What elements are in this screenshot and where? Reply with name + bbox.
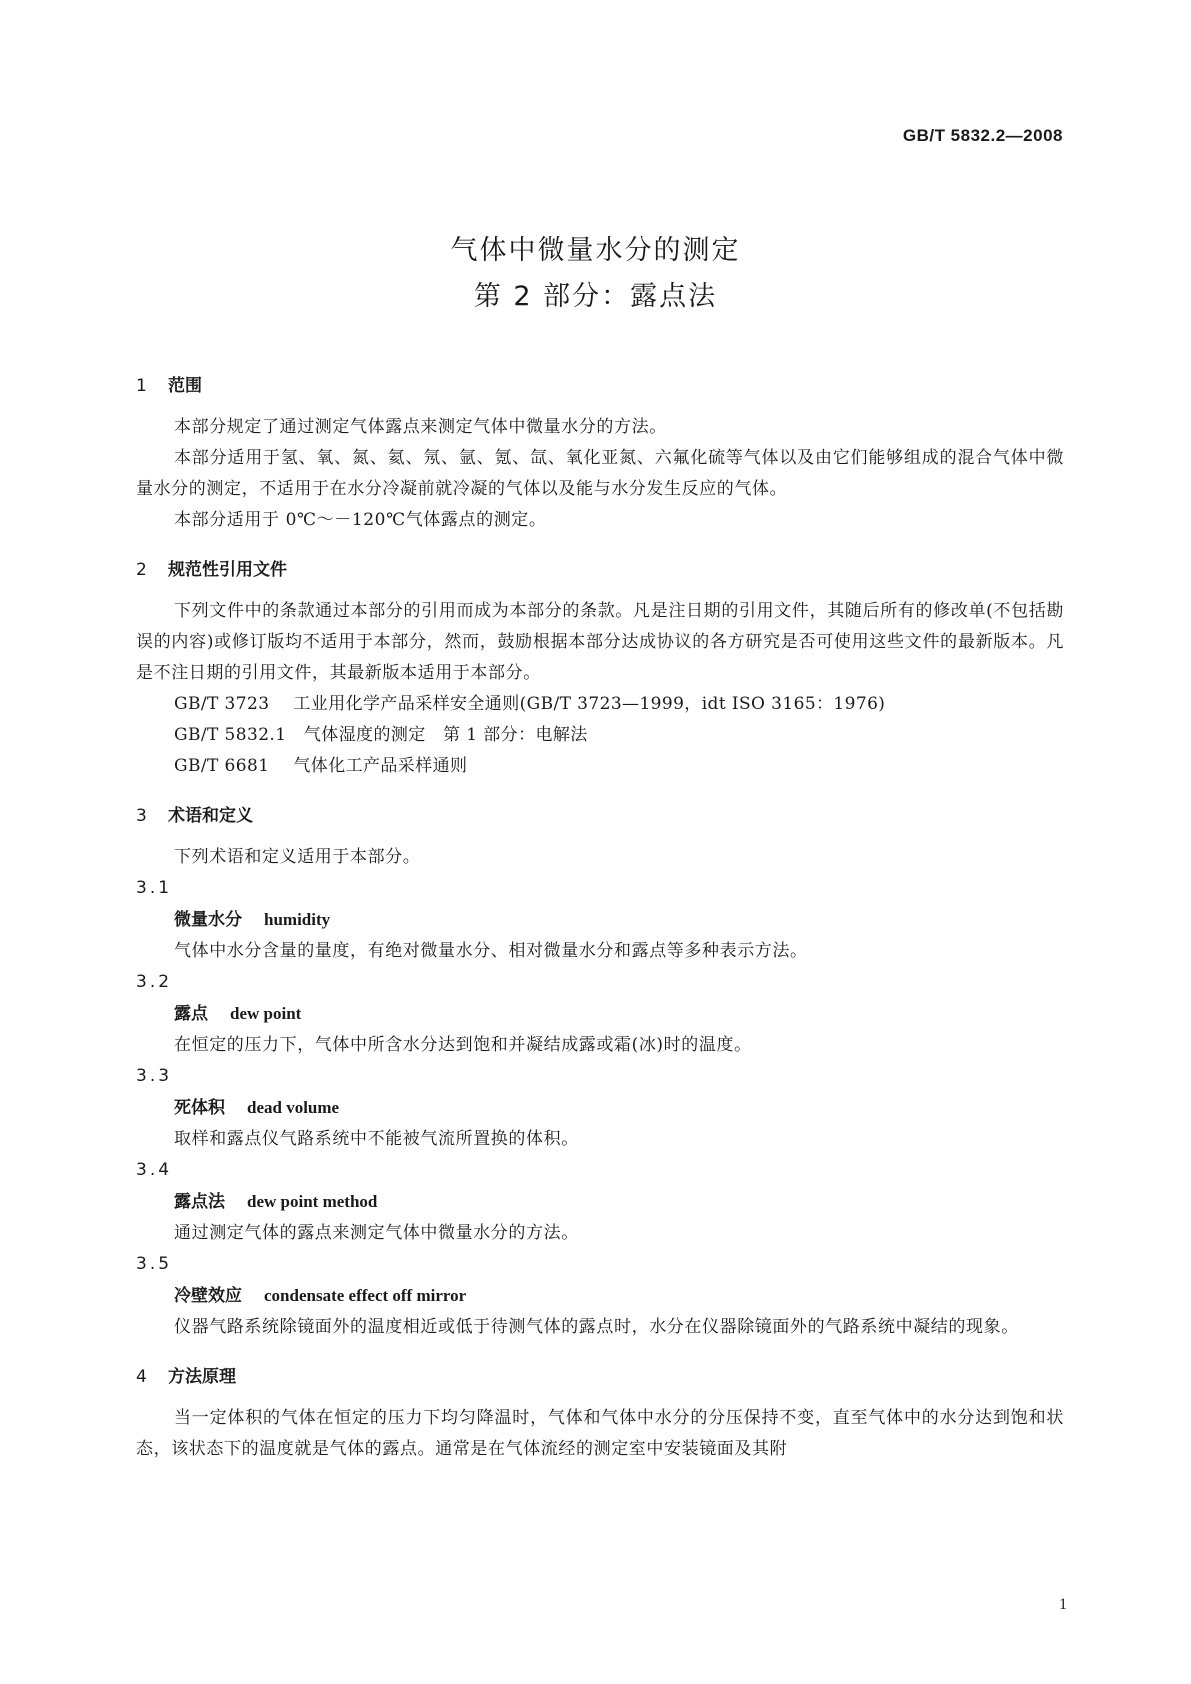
- reference-title: 工业用化学产品采样安全通则(GB/T 3723—1999，idt ISO 3165：1976): [293, 694, 886, 714]
- title-sub: 第 2 部分：露点法: [473, 281, 718, 312]
- paragraph: 本部分适用于 0℃～－120℃气体露点的测定。: [174, 510, 547, 530]
- term-definition: 通过测定气体的露点来测定气体中微量水分的方法。: [174, 1223, 579, 1243]
- section-heading-normative-references: [136, 558, 1064, 582]
- term-zh: 露点法: [174, 1192, 225, 1212]
- term-entry: [136, 998, 1064, 1030]
- clause-number: 3.4: [136, 1160, 173, 1180]
- clause-number: 3.2: [136, 972, 173, 992]
- section-number: 1: [136, 376, 147, 396]
- section-number: 4: [136, 1367, 147, 1387]
- clause-number: 3.3: [136, 1066, 173, 1086]
- reference-code: GB/T 3723: [174, 694, 270, 714]
- paragraph: 下列文件中的条款通过本部分的引用而成为本部分的条款。凡是注日期的引用文件，其随后所有的修改单(不包括勘误的内容)或修订版均不适用于本部分，然而，鼓励根据本部分达成协议的各方研究是否可使用这些文件的最新版本。凡是不注日期的引用文件，其最新版本适用于本部分。: [136, 601, 1064, 683]
- reference-code: GB/T 6681: [174, 756, 270, 776]
- paragraph: 本部分规定了通过测定气体露点来测定气体中微量水分的方法。: [174, 417, 667, 437]
- term-zh: 微量水分: [174, 910, 242, 930]
- term-definition: 气体中水分含量的量度，有绝对微量水分、相对微量水分和露点等多种表示方法。: [174, 941, 808, 961]
- reference-item: [136, 720, 1064, 751]
- term-en: dew point method: [247, 1192, 378, 1211]
- term-en: dead volume: [247, 1098, 340, 1117]
- section-title: 规范性引用文件: [168, 560, 287, 580]
- term-entry: [136, 1280, 1064, 1312]
- term-definition: 仪器气路系统除镜面外的温度相近或低于待测气体的露点时，水分在仪器除镜面外的气路系统中凝结的现象。: [174, 1317, 1019, 1337]
- reference-title: 气体化工产品采样通则: [293, 756, 468, 776]
- document-title: [0, 228, 1191, 320]
- section-number: 3: [136, 806, 147, 826]
- section-heading-terms-definitions: [136, 804, 1064, 828]
- term-entry: [136, 1186, 1064, 1218]
- document-body: [136, 374, 1064, 1465]
- term-zh: 冷壁效应: [174, 1286, 242, 1306]
- page-number: 1: [1059, 1596, 1067, 1613]
- title-main: 气体中微量水分的测定: [450, 235, 741, 266]
- section-number: 2: [136, 560, 147, 580]
- term-definition: 在恒定的压力下，气体中所含水分达到饱和并凝结成露或霜(冰)时的温度。: [174, 1035, 752, 1055]
- clause-number: 3.5: [136, 1254, 173, 1274]
- reference-item: [136, 751, 1064, 782]
- paragraph: 本部分适用于氢、氧、氮、氦、氖、氩、氪、氙、氧化亚氮、六氟化硫等气体以及由它们能够组成的混合气体中微量水分的测定，不适用于在水分冷凝前就冷凝的气体以及能与水分发生反应的气体。: [136, 448, 1064, 499]
- term-en: condensate effect off mirror: [264, 1286, 467, 1305]
- term-entry: [136, 904, 1064, 936]
- section-heading-scope: [136, 374, 1064, 398]
- clause-number: 3.1: [136, 878, 173, 898]
- term-zh: 死体积: [174, 1098, 225, 1118]
- standard-number: GB/T 5832.2—2008: [902, 126, 1063, 145]
- section-title: 术语和定义: [168, 806, 253, 826]
- term-zh: 露点: [174, 1004, 208, 1024]
- term-definition: 取样和露点仪气路系统中不能被气流所置换的体积。: [174, 1129, 579, 1149]
- section-title: 范围: [168, 376, 202, 396]
- term-entry: [136, 1092, 1064, 1124]
- term-en: humidity: [264, 910, 331, 929]
- reference-title: 气体湿度的测定 第 1 部分：电解法: [303, 725, 588, 745]
- section-title: 方法原理: [168, 1367, 236, 1387]
- paragraph: 当一定体积的气体在恒定的压力下均匀降温时，气体和气体中水分的分压保持不变，直至气体中的水分达到饱和状态，该状态下的温度就是气体的露点。通常是在气体流经的测定室中安装镜面及其附: [136, 1408, 1064, 1459]
- term-en: dew point: [230, 1004, 302, 1023]
- reference-item: [136, 689, 1064, 720]
- reference-code: GB/T 5832.1: [174, 725, 287, 745]
- paragraph: 下列术语和定义适用于本部分。: [174, 847, 421, 867]
- section-heading-method-principle: [136, 1365, 1064, 1389]
